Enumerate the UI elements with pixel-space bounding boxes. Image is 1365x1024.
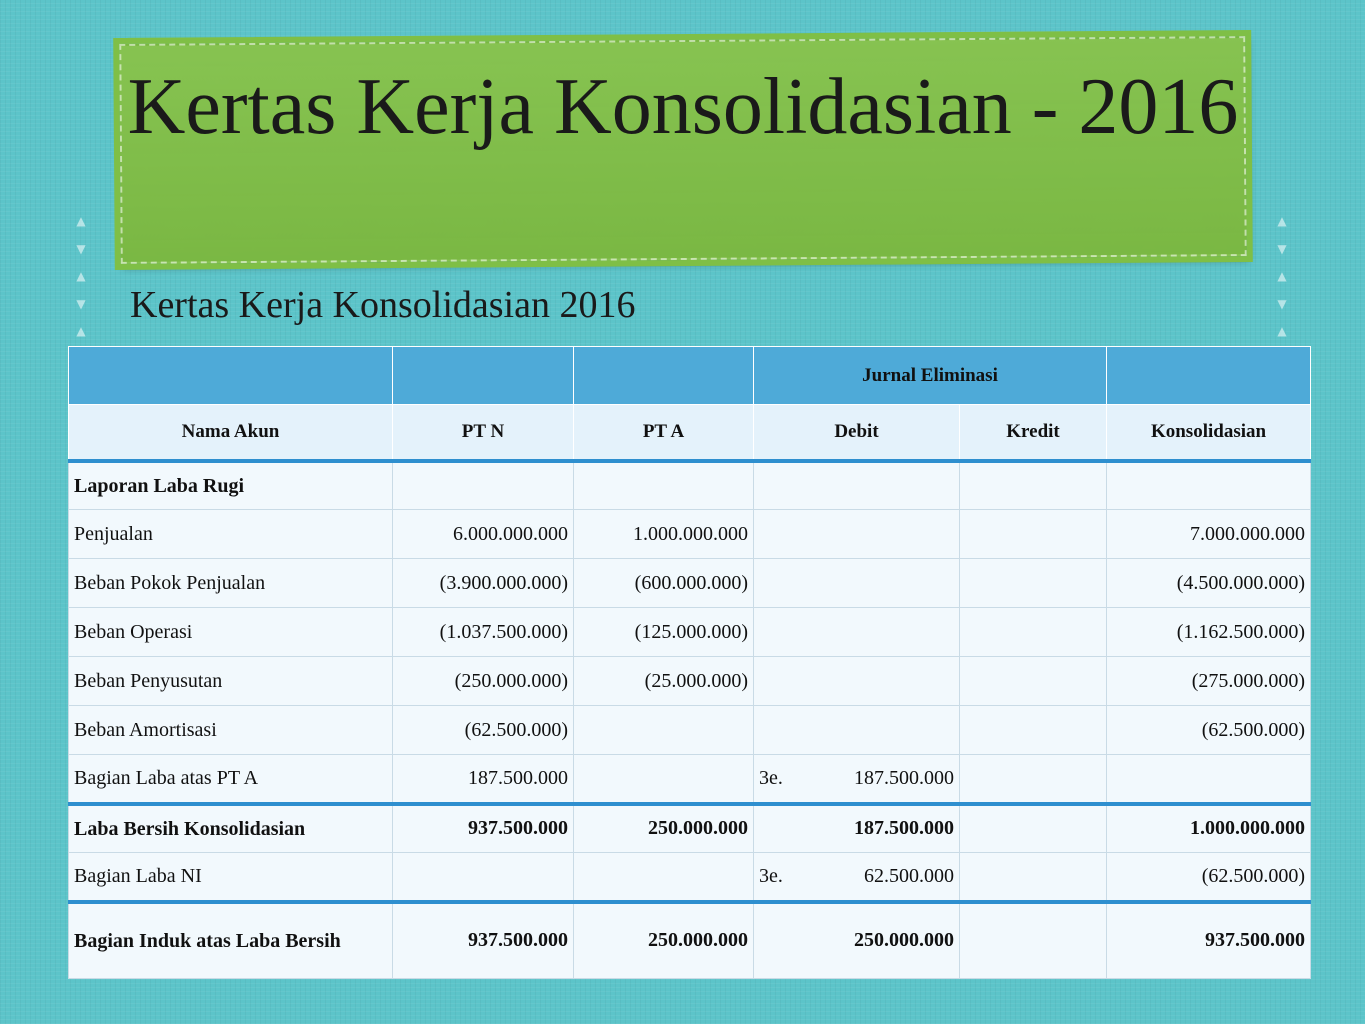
cell-kredit: [960, 706, 1107, 755]
header-blank: [1107, 347, 1311, 405]
cell-kredit: [960, 657, 1107, 706]
cell-pt-n: (1.037.500.000): [393, 608, 574, 657]
cell-debit: [754, 608, 960, 657]
cell-pt-n: 937.500.000: [393, 902, 574, 979]
cell-debit: [754, 559, 960, 608]
cell-pt-a: (600.000.000): [574, 559, 754, 608]
table-row: [69, 853, 1311, 902]
cell-debit: [754, 461, 960, 510]
table-row: [69, 804, 1311, 853]
cell-konsolidasian: (4.500.000.000): [1107, 559, 1311, 608]
table-row: [69, 461, 1311, 510]
table-row: [69, 559, 1311, 608]
decorative-arrows-right: ▲ ▼ ▲ ▼ ▲: [1277, 214, 1287, 339]
table-row: [69, 902, 1311, 979]
slide-title: Kertas Kerja Konsolidasian - 2016: [127, 63, 1239, 151]
cell-pt-n: 187.500.000: [393, 755, 574, 804]
cell-pt-a: 1.000.000.000: [574, 510, 754, 559]
header-blank: [393, 347, 574, 405]
cell-pt-n: [393, 853, 574, 902]
column-header-debit: Debit: [754, 405, 960, 461]
cell-debit: [754, 510, 960, 559]
cell-account-name: Laba Bersih Konsolidasian: [69, 804, 393, 853]
cell-konsolidasian: (62.500.000): [1107, 853, 1311, 902]
table-row: [69, 755, 1311, 804]
cell-konsolidasian: 1.000.000.000: [1107, 804, 1311, 853]
column-header-nama-akun: Nama Akun: [69, 405, 393, 461]
cell-kredit: [960, 902, 1107, 979]
cell-debit: [754, 706, 960, 755]
cell-pt-n: 6.000.000.000: [393, 510, 574, 559]
cell-account-name: Bagian Induk atas Laba Bersih: [69, 902, 393, 979]
table-header-group-row: [69, 347, 1311, 405]
cell-kredit: [960, 853, 1107, 902]
cell-pt-a: 250.000.000: [574, 902, 754, 979]
cell-konsolidasian: [1107, 461, 1311, 510]
cell-account-name: Beban Pokok Penjualan: [69, 559, 393, 608]
cell-account-name: Penjualan: [69, 510, 393, 559]
table-row: [69, 608, 1311, 657]
cell-kredit: [960, 461, 1107, 510]
cell-pt-a: [574, 461, 754, 510]
cell-debit: [754, 657, 960, 706]
cell-account-name: Beban Operasi: [69, 608, 393, 657]
debit-amount: 187.500.000: [854, 766, 954, 789]
cell-konsolidasian: [1107, 755, 1311, 804]
column-header-pt-a: PT A: [574, 405, 754, 461]
decorative-arrows-left: ▲ ▼ ▲ ▼ ▲: [76, 214, 86, 339]
cell-kredit: [960, 608, 1107, 657]
column-header-kredit: Kredit: [960, 405, 1107, 461]
header-jurnal-eliminasi: Jurnal Eliminasi: [754, 347, 1107, 405]
cell-konsolidasian: (62.500.000): [1107, 706, 1311, 755]
debit-amount: 187.500.000: [854, 817, 954, 840]
consolidation-worksheet-table: [68, 346, 1311, 979]
table-row: [69, 510, 1311, 559]
table-header-row: [69, 405, 1311, 461]
debit-reference: 3e.: [759, 864, 783, 887]
cell-account-name: Laporan Laba Rugi: [69, 461, 393, 510]
cell-pt-a: [574, 853, 754, 902]
cell-konsolidasian: 937.500.000: [1107, 902, 1311, 979]
table-row: [69, 706, 1311, 755]
column-header-konsolidasian: Konsolidasian: [1107, 405, 1311, 461]
cell-pt-a: (25.000.000): [574, 657, 754, 706]
cell-pt-n: (250.000.000): [393, 657, 574, 706]
debit-amount: 62.500.000: [864, 864, 954, 887]
cell-konsolidasian: 7.000.000.000: [1107, 510, 1311, 559]
cell-pt-n: [393, 461, 574, 510]
cell-pt-a: (125.000.000): [574, 608, 754, 657]
cell-debit: [754, 755, 960, 804]
cell-debit: [754, 902, 960, 979]
cell-account-name: Beban Amortisasi: [69, 706, 393, 755]
column-header-pt-n: PT N: [393, 405, 574, 461]
debit-amount: 250.000.000: [854, 929, 954, 952]
cell-kredit: [960, 510, 1107, 559]
cell-konsolidasian: (1.162.500.000): [1107, 608, 1311, 657]
header-blank: [69, 347, 393, 405]
cell-account-name: Beban Penyusutan: [69, 657, 393, 706]
cell-kredit: [960, 559, 1107, 608]
header-blank: [574, 347, 754, 405]
cell-debit: [754, 853, 960, 902]
table-row: [69, 657, 1311, 706]
cell-kredit: [960, 755, 1107, 804]
cell-pt-a: 250.000.000: [574, 804, 754, 853]
cell-konsolidasian: (275.000.000): [1107, 657, 1311, 706]
cell-kredit: [960, 804, 1107, 853]
cell-account-name: Bagian Laba atas PT A: [69, 755, 393, 804]
debit-reference: 3e.: [759, 766, 783, 789]
cell-pt-a: [574, 706, 754, 755]
cell-pt-a: [574, 755, 754, 804]
cell-pt-n: (3.900.000.000): [393, 559, 574, 608]
cell-pt-n: (62.500.000): [393, 706, 574, 755]
cell-account-name: Bagian Laba NI: [69, 853, 393, 902]
slide-subtitle: Kertas Kerja Konsolidasian 2016: [130, 284, 636, 326]
cell-debit: [754, 804, 960, 853]
cell-pt-n: 937.500.000: [393, 804, 574, 853]
